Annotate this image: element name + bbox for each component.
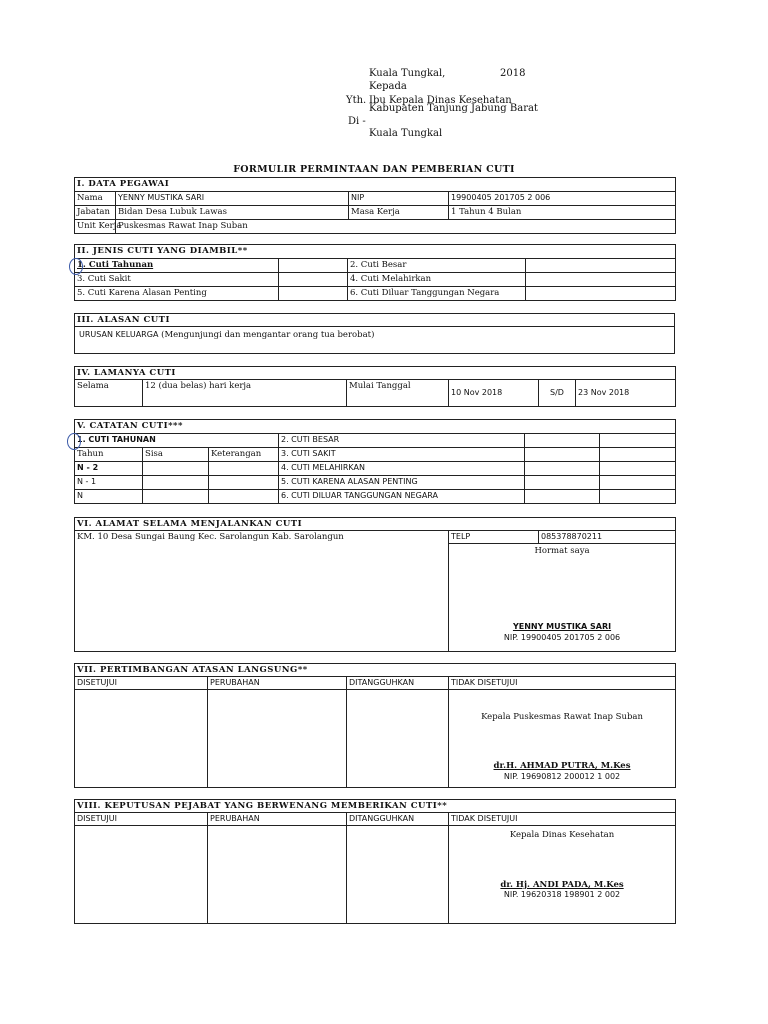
row-n: N: [75, 490, 143, 504]
mulai-value: 10 Nov 2018: [449, 380, 539, 407]
section-data-pegawai: [74, 177, 675, 234]
selama-value: 12 (dua belas) hari kerja: [143, 380, 347, 407]
catatan-check: [525, 490, 600, 504]
section-alasan-cuti: [74, 313, 675, 354]
jenis-cuti-item: 1. Cuti Tahunan: [75, 259, 279, 273]
section-heading: I. DATA PEGAWAI: [75, 178, 676, 192]
section-heading: VI. ALAMAT SELAMA MENJALANKAN CUTI: [75, 518, 676, 531]
pejabat-name: dr. Hj. ANDI PADA, M.Kes: [500, 880, 624, 890]
pejabat-signature-area: [449, 826, 676, 924]
section-heading: V. CATATAN CUTI***: [75, 420, 676, 434]
yth-label: Yth.: [346, 95, 367, 106]
jenis-cuti-check: [526, 287, 676, 301]
signer-nip: NIP. 19900405 201705 2 006: [503, 633, 621, 642]
section-heading: VII. PERTIMBANGAN ATASAN LANGSUNG**: [75, 664, 676, 677]
col-tahun: Tahun: [75, 448, 143, 462]
atasan-nip: NIP. 19690812 200012 1 002: [503, 772, 621, 781]
row-n-2: N - 2: [75, 462, 143, 476]
cell-ditangguhkan: [347, 826, 449, 924]
alasan-caps: URUSAN KELUARGA: [79, 330, 159, 339]
recipient-line-2: Kabupaten Tanjung Jabung Barat: [369, 103, 538, 114]
section-heading: III. ALASAN CUTI: [75, 314, 675, 327]
section-heading: II. JENIS CUTI YANG DIAMBIL**: [75, 245, 676, 259]
selection-circle-mark: [67, 433, 81, 450]
col-sisa: Sisa: [143, 448, 209, 462]
jenis-cuti-check: [279, 287, 348, 301]
catatan-check: [525, 434, 600, 448]
atasan-name: dr.H. AHMAD PUTRA, M.Kes: [493, 761, 631, 771]
col-ditangguhkan: DITANGGUHKAN: [347, 677, 449, 690]
alamat-value: KM. 10 Desa Sungai Baung Kec. Sarolangun Kab. Sarolangun: [75, 531, 449, 652]
catatan-note: [600, 462, 676, 476]
di-label: Di -: [348, 116, 366, 127]
col-keterangan: Keterangan: [209, 448, 279, 462]
jenis-cuti-item: 5. Cuti Karena Alasan Penting: [75, 287, 279, 301]
cell-disetujui: [75, 690, 208, 788]
telp-value: 085378870211: [539, 531, 676, 544]
catatan-cell: [143, 490, 209, 504]
section-keputusan: [74, 799, 675, 924]
catatan-item: 6. CUTI DILUAR TANGGUNGAN NEGARA: [279, 490, 525, 504]
catatan-note: [600, 448, 676, 462]
catatan-item: 3. CUTI SAKIT: [279, 448, 525, 462]
place-date: Kuala Tungkal,: [369, 68, 446, 79]
pejabat-title: Kepala Dinas Kesehatan: [509, 830, 615, 840]
col-perubahan: PERUBAHAN: [208, 813, 347, 826]
cell-perubahan: [208, 690, 347, 788]
jabatan-value: Bidan Desa Lubuk Lawas: [116, 206, 349, 220]
section-heading: IV. LAMANYA CUTI: [75, 367, 676, 380]
atasan-title: Kepala Puskesmas Rawat Inap Suban: [481, 712, 643, 722]
selection-circle-mark: [69, 258, 83, 275]
section-catatan-cuti: [74, 419, 675, 504]
masa-kerja-label: Masa Kerja: [349, 206, 449, 220]
jenis-cuti-item: 6. Cuti Diluar Tanggungan Negara: [348, 287, 526, 301]
catatan-note: [600, 476, 676, 490]
col-disetujui: DISETUJUI: [75, 813, 208, 826]
jabatan-label: Jabatan: [75, 206, 116, 220]
section-pertimbangan: [74, 663, 675, 788]
nip-value: 19900405 201705 2 006: [449, 192, 676, 206]
catatan-cell: [209, 490, 279, 504]
cell-disetujui: [75, 826, 208, 924]
section-jenis-cuti: [74, 244, 675, 301]
jenis-cuti-check: [279, 259, 348, 273]
recipient-location: Kuala Tungkal: [369, 128, 443, 139]
mulai-label: Mulai Tanggal: [347, 380, 449, 407]
nip-label: NIP: [349, 192, 449, 206]
catatan-check: [525, 462, 600, 476]
letter-year: 2018: [500, 68, 526, 79]
section-alamat: [74, 517, 675, 652]
catatan-cell: [143, 476, 209, 490]
col-perubahan: PERUBAHAN: [208, 677, 347, 690]
row-n-1: N - 1: [75, 476, 143, 490]
col-tidak-disetujui: TIDAK DISETUJUI: [449, 677, 676, 690]
col-disetujui: DISETUJUI: [75, 677, 208, 690]
jenis-cuti-item: 2. Cuti Besar: [348, 259, 526, 273]
to-label: Kepada: [369, 81, 407, 92]
alasan-detail: (Mengunjungi dan mengantar orang tua berobat): [158, 330, 375, 340]
jenis-cuti-check: [526, 259, 676, 273]
catatan-cell: [143, 462, 209, 476]
recipient-line-1: Ibu Kepala Dinas Kesehatan: [369, 95, 512, 106]
col-ditangguhkan: DITANGGUHKAN: [347, 813, 449, 826]
catatan-note: [600, 434, 676, 448]
selama-label: Selama: [75, 380, 143, 407]
catatan-cell: [209, 476, 279, 490]
form-title: FORMULIR PERMINTAAN DAN PEMBERIAN CUTI: [233, 164, 515, 175]
nama-value: YENNY MUSTIKA SARI: [116, 192, 349, 206]
cell-perubahan: [208, 826, 347, 924]
jenis-cuti-check: [526, 273, 676, 287]
pejabat-nip: NIP. 19620318 198901 2 002: [503, 890, 621, 899]
catatan-item: 4. CUTI MELAHIRKAN: [279, 462, 525, 476]
catatan-item: 2. CUTI BESAR: [279, 434, 525, 448]
catatan-check: [525, 448, 600, 462]
col-tidak-disetujui: TIDAK DISETUJUI: [449, 813, 676, 826]
jenis-cuti-check: [279, 273, 348, 287]
unit-value: Puskesmas Rawat Inap Suban: [116, 220, 676, 234]
catatan-note: [600, 490, 676, 504]
jenis-cuti-item: 3. Cuti Sakit: [75, 273, 279, 287]
signature-area: [449, 544, 676, 652]
cell-ditangguhkan: [347, 690, 449, 788]
masa-kerja-value: 1 Tahun 4 Bulan: [449, 206, 676, 220]
sd-label: S/D: [539, 380, 576, 407]
hormat-saya: Hormat saya: [534, 546, 590, 556]
catatan-cell: [209, 462, 279, 476]
alasan-cuti-text: [75, 327, 675, 354]
unit-label: Unit Kerja: [75, 220, 116, 234]
atasan-signature-area: [449, 690, 676, 788]
jenis-cuti-item: 4. Cuti Melahirkan: [348, 273, 526, 287]
catatan-cuti-tahunan: 1. CUTI TAHUNAN: [75, 434, 279, 448]
telp-label: TELP: [449, 531, 539, 544]
nama-label: Nama: [75, 192, 116, 206]
catatan-check: [525, 476, 600, 490]
section-lamanya-cuti: [74, 366, 675, 407]
catatan-item: 5. CUTI KARENA ALASAN PENTING: [279, 476, 525, 490]
section-heading: VIII. KEPUTUSAN PEJABAT YANG BERWENANG MEMBERIKAN CUTI**: [75, 800, 676, 813]
sampai-value: 23 Nov 2018: [576, 380, 676, 407]
signer-name: YENNY MUSTIKA SARI: [512, 622, 612, 631]
